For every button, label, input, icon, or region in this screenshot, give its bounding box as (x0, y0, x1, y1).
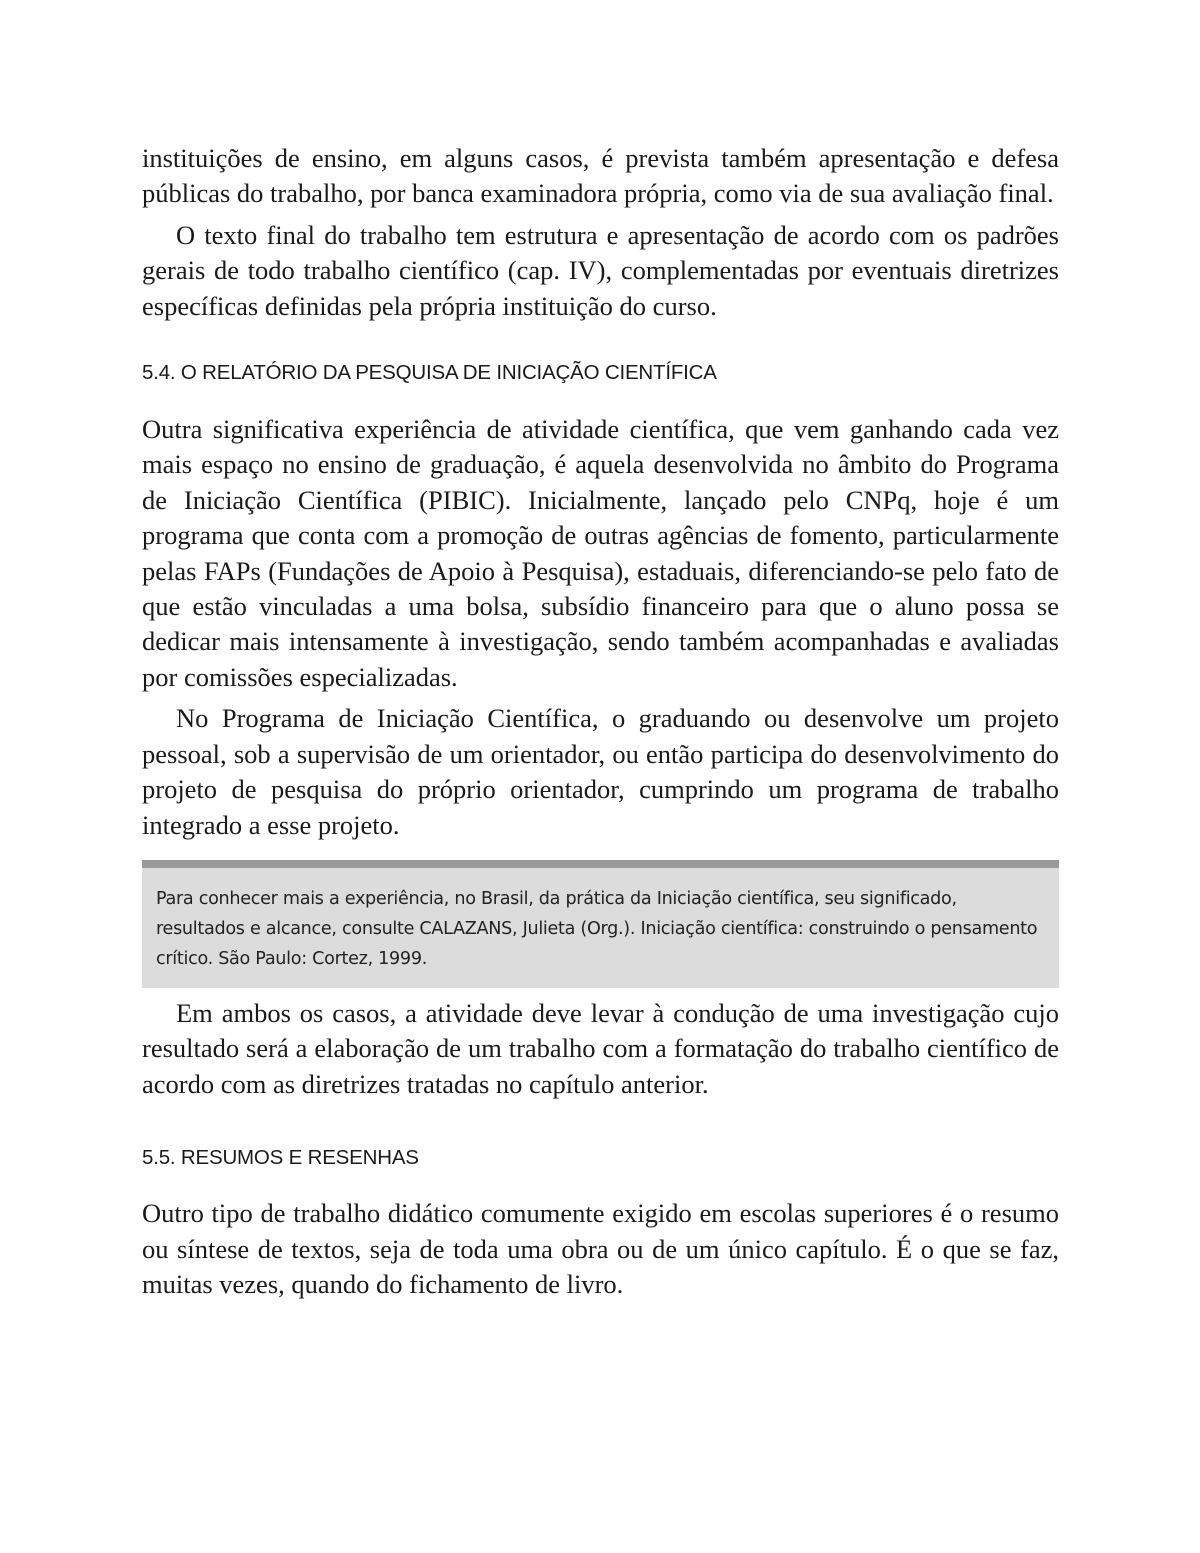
paragraph-programa: No Programa de Iniciação Científica, o graduando ou desenvolve um projeto pessoal, sob a supervisão de um orientador, ou então participa do desenvolvimento do projeto de pesquisa do próprio orientador, cumprindo um programa de trabalho integrado a esse projeto. (142, 703, 1059, 840)
reference-note-box (142, 860, 1059, 988)
section-heading-5-5: 5.5. RESUMOS E RESENHAS (142, 1146, 419, 1170)
paragraph-pibic: Outra significativa experiência de atividade científica, que vem ganhando cada vez mais espaço no ensino de graduação, é aquela desenvolvida no âmbito do Programa de Iniciação Científica (PIBIC). Inicialmente, lançado pelo CNPq, hoje é um programa que conta com a promoção de outras agências de fomento, particularmente pelas FAPs (Fundações de Apoio à Pesquisa), estaduais, diferenciando-se pelo fato de que estão vinculadas a uma bolsa, subsídio financeiro para que o aluno possa se dedicar mais intensamente à investigação, sendo também acompanhadas e avaliadas por comissões especializadas. (142, 414, 1059, 692)
document-page (142, 141, 1059, 1302)
reference-note-text: Para conhecer mais a experiência, no Brasil, da prática da Iniciação científica, seu significado, resultados e alcance, consulte CALAZANS, Julieta (Org.). Iniciação científica: construindo o pensamento crítico. São Paulo: Cortez, 1999. (156, 888, 1038, 969)
paragraph-ambos-casos: Em ambos os casos, a atividade deve levar à condução de uma investigação cujo resultado será a elaboração de um trabalho com a formatação do trabalho científico de acordo com as diretrizes tratadas no capítulo anterior. (142, 997, 1059, 1099)
section-heading-5-4: 5.4. O RELATÓRIO DA PESQUISA DE INICIAÇÃO CIENTÍFICA (142, 361, 717, 385)
paragraph-continuation: instituições de ensino, em alguns casos, é prevista também apresentação e defesa públicas do trabalho, por banca examinadora própria, como via de sua avaliação final. (142, 143, 1059, 209)
paragraph-resumos: Outro tipo de trabalho didático comumente exigido em escolas superiores é o resumo ou síntese de textos, seja de toda uma obra ou de um único capítulo. É o que se faz, muitas vezes, quando do fichamento de livro. (142, 1198, 1059, 1299)
paragraph-final-text: O texto final do trabalho tem estrutura e apresentação de acordo com os padrões gerais de todo trabalho científico (cap. IV), complementadas por eventuais diretrizes específicas definidas pela própria instituição do curso. (142, 219, 1059, 321)
